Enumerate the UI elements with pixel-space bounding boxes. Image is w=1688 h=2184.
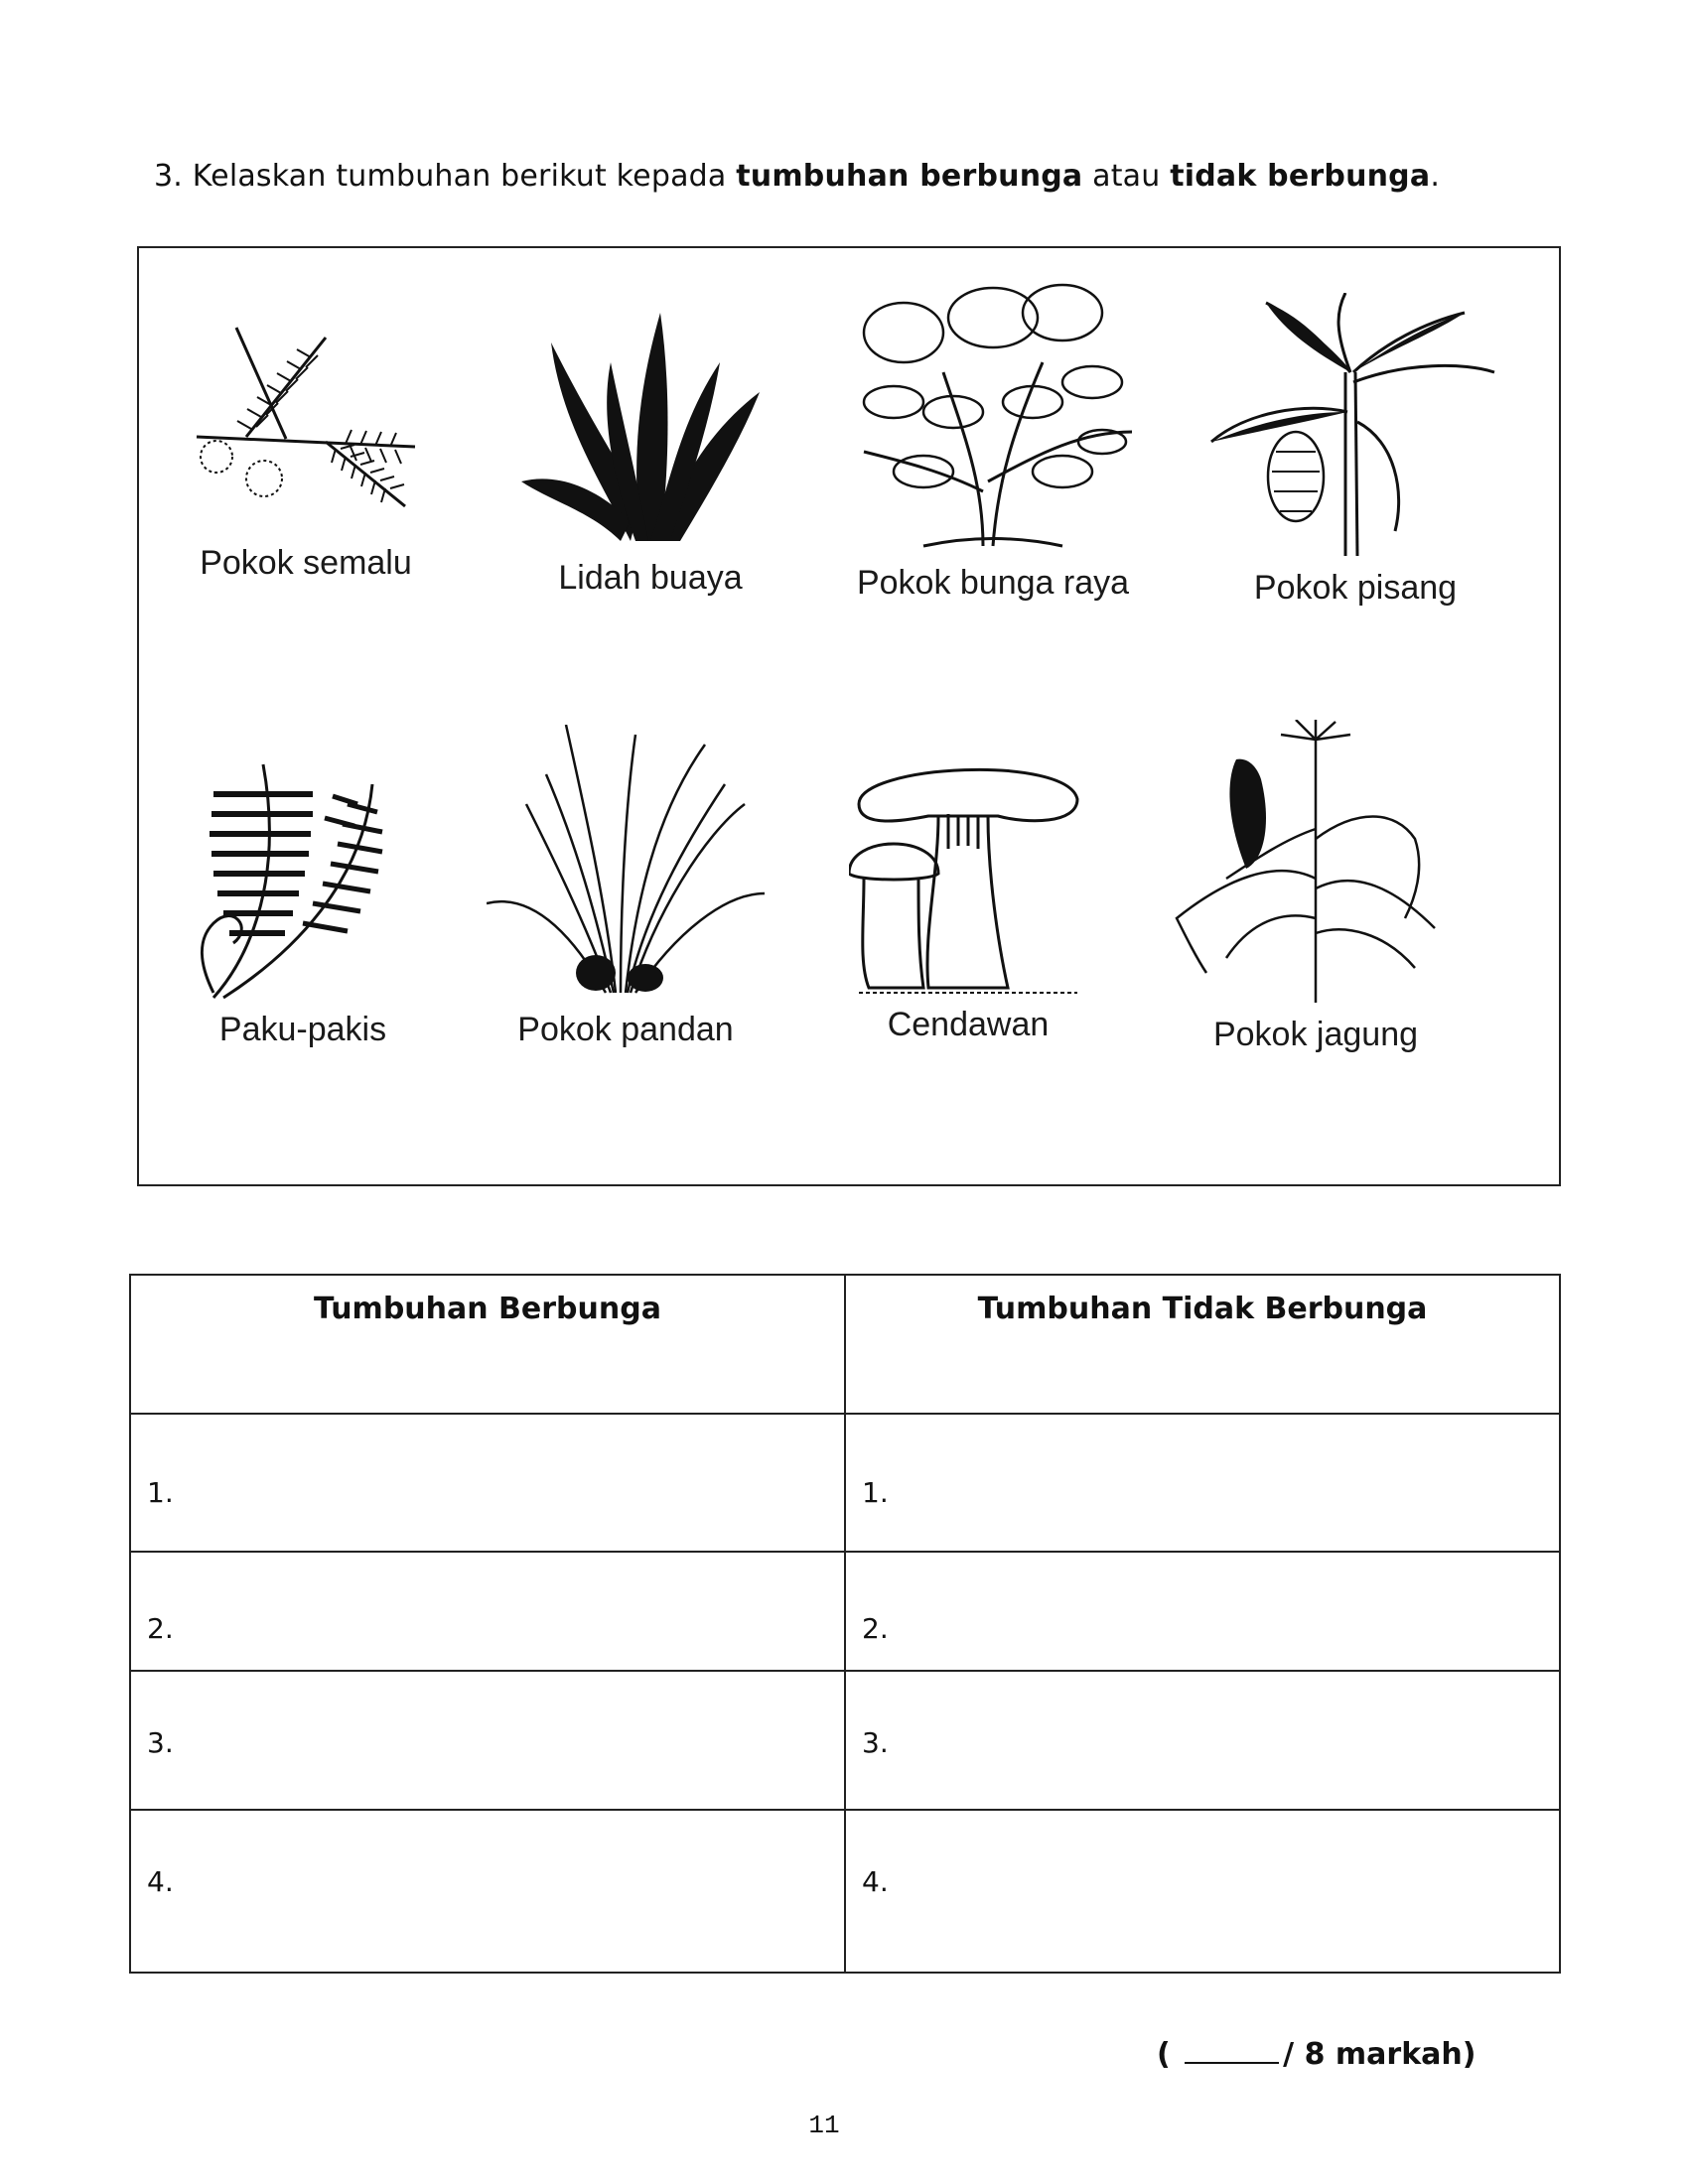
answer-cell-flowering-1[interactable] [130,1414,845,1552]
plant-label: Pokok pandan [517,1011,734,1048]
answer-cell-non-flowering-1[interactable] [845,1414,1560,1552]
question-period: . [1430,159,1441,194]
question-bold-nonflowering: tidak berbunga [1170,159,1431,194]
pandan-plant-icon [487,725,765,1003]
plant-item-pisang [1187,293,1524,608]
question-text [154,159,1440,194]
mimosa-plant-icon [177,308,435,536]
row-number: 2. [147,1612,174,1645]
row-number: 1. [147,1476,174,1509]
question-text-part2: atau [1092,159,1161,194]
answer-cell-flowering-4[interactable] [130,1810,845,1973]
table-row [130,1414,1560,1552]
answer-cell-non-flowering-2[interactable] [845,1552,1560,1671]
table-row [130,1671,1560,1810]
row-number: 4. [862,1865,889,1898]
row-number: 2. [862,1612,889,1645]
plant-label: Pokok pisang [1253,569,1458,607]
question-number: 3. [154,159,184,194]
plant-label: Cendawan [887,1006,1050,1043]
marks-blank[interactable] [1185,2038,1279,2064]
classification-table [129,1274,1561,1974]
plant-item-jagung [1147,720,1484,1054]
corn-plant-icon [1167,720,1465,1008]
answer-cell-non-flowering-4[interactable] [845,1810,1560,1973]
plant-item-cendawan [799,754,1137,1044]
banana-tree-icon [1206,293,1504,561]
header-flowering: Tumbuhan Berbunga [130,1275,845,1414]
row-number: 1. [862,1476,889,1509]
answer-cell-non-flowering-3[interactable] [845,1671,1560,1810]
aloe-vera-icon [521,303,779,551]
plant-label: Pokok jagung [1212,1016,1419,1053]
header-non-flowering: Tumbuhan Tidak Berbunga [845,1275,1560,1414]
row-number: 4. [147,1865,174,1898]
marks-score [1157,2037,1476,2072]
plant-item-pandan [457,725,794,1049]
question-text-part1: Kelaskan tumbuhan berikut kepada [192,159,727,194]
row-number: 3. [147,1726,174,1759]
table-row [130,1552,1560,1671]
marks-open-paren: ( [1157,2037,1171,2072]
plant-label: Pokok bunga raya [856,564,1130,602]
mushroom-icon [849,754,1087,998]
hibiscus-plant-icon [844,283,1142,556]
question-bold-flowering: tumbuhan berbunga [736,159,1083,194]
plant-label: Paku-pakis [218,1011,387,1048]
row-number: 3. [862,1726,889,1759]
plant-item-lidah-buaya [482,303,819,598]
plant-picture-box [137,246,1561,1186]
fern-icon [174,754,432,1003]
table-header-row [130,1275,1560,1414]
plant-item-semalu [137,308,475,583]
plant-label: Lidah buaya [558,559,743,597]
plant-label: Pokok semalu [200,544,412,582]
table-row [130,1810,1560,1973]
answer-cell-flowering-2[interactable] [130,1552,845,1671]
answer-cell-flowering-3[interactable] [130,1671,845,1810]
plant-item-bunga-raya [824,283,1162,603]
marks-total: / 8 markah) [1283,2037,1477,2072]
plant-item-paku-pakis [134,754,472,1049]
page-number: 11 [808,2111,840,2140]
